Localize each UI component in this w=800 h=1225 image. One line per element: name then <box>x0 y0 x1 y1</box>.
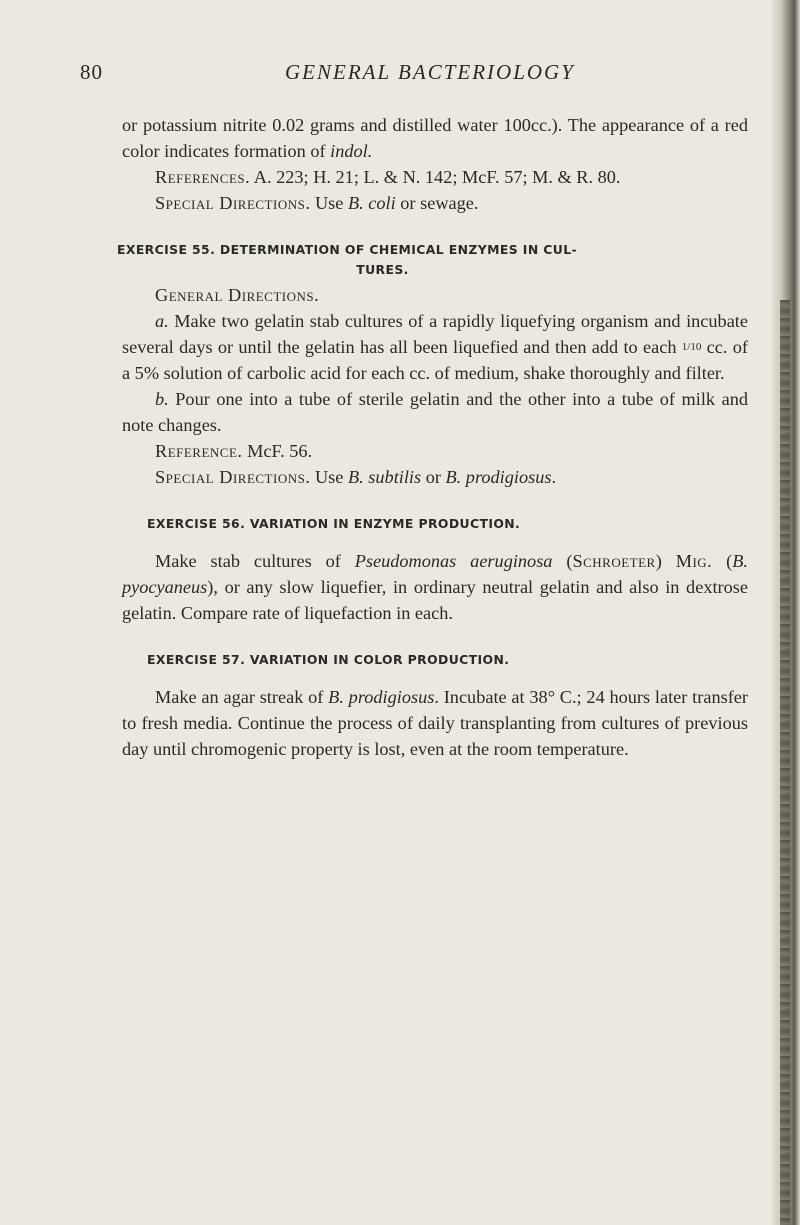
step-b-paragraph: b. Pour one into a tube of sterile gelatin and the other into a tube of milk and note changes. <box>122 389 748 435</box>
page-number: 80 <box>80 60 103 84</box>
running-header <box>80 60 740 90</box>
page-body <box>117 112 748 762</box>
exercise-57-heading: EXERCISE 57. VARIATION IN COLOR PRODUCTION. <box>147 652 510 667</box>
general-directions-label: General Directions. <box>155 285 320 305</box>
special-directions-label: Special Directions. <box>155 193 311 213</box>
book-edge-shadow <box>772 0 800 1225</box>
special-directions-paragraph: Special Directions. Use B. coli or sewage. <box>155 193 479 213</box>
special-directions-55-paragraph: Special Directions. Use B. subtilis or B. prodigiosus. <box>155 467 557 487</box>
references-paragraph: References. A. 223; H. 21; L. & N. 142; McF. 57; M. & R. 80. <box>155 167 621 187</box>
step-a-paragraph: a. Make two gelatin stab cultures of a rapidly liquefying organism and incubate several days or until the gelatin has all been liquefied and then add to each 1/10 cc. of a 5% solution of carbolic acid for each cc. of medium, shake thoroughly and filter. <box>122 311 748 383</box>
reference-label: Reference. <box>155 441 243 461</box>
reference-55-paragraph: Reference. McF. 56. <box>155 441 313 461</box>
exercise-55-heading: EXERCISE 55. DETERMINATION OF CHEMICAL ENZYMES IN CUL- TURES. <box>117 242 578 277</box>
exercise-56-heading: EXERCISE 56. VARIATION IN ENZYME PRODUCTION. <box>147 516 521 531</box>
paragraph-indol: or potassium nitrite 0.02 grams and distilled water 100cc.). The appearance of a red color indicates formation of indol. <box>122 115 748 161</box>
running-title: GENERAL BACTERIOLOGY <box>285 60 575 84</box>
exercise-56-paragraph: Make stab cultures of Pseudomonas aeruginosa (Schroeter) Mig. (B. pyocyaneus), or any slow liquefier, in ordinary neutral gelatin and also in dextrose gelatin. Compare rate of liquefaction in each. <box>122 551 748 623</box>
general-directions-paragraph <box>122 282 748 308</box>
fraction: 1/10 <box>681 341 702 353</box>
references-label: References. <box>155 167 251 187</box>
exercise-57-paragraph: Make an agar streak of B. prodigiosus. Incubate at 38° C.; 24 hours later transfer to fresh media. Continue the process of daily transplanting from cultures of previous day until chromogenic property is lost, even at the room temperature. <box>122 687 748 759</box>
